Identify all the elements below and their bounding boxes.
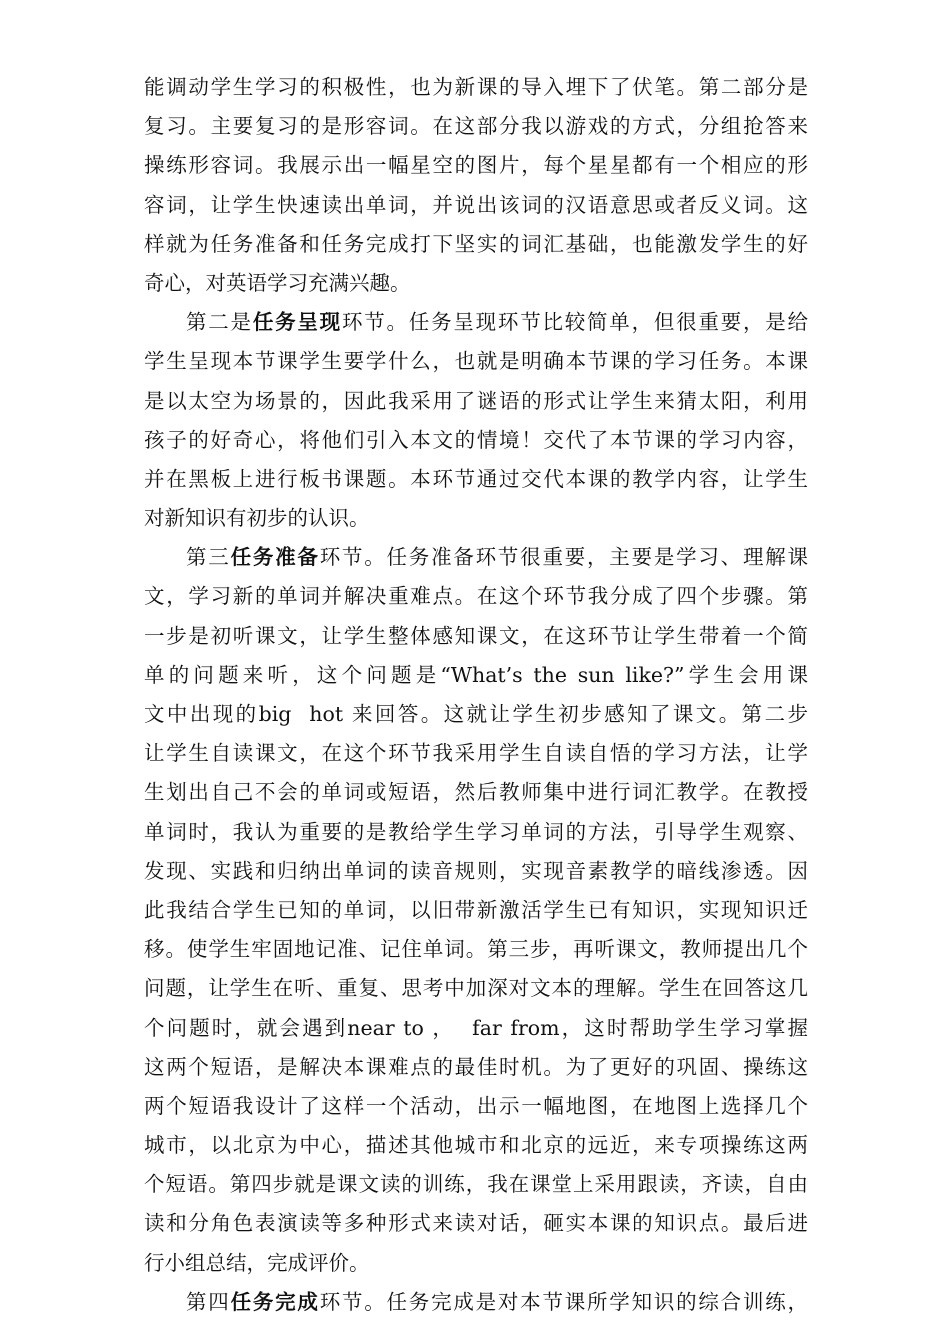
text-line: 是以太空为场景的，因此我采用了谜语的形式让学生来猜太阳，利用 (144, 388, 808, 413)
text-line: 文，学习新的单词并解决重难点。在这个环节我分成了四个步骤。第 (144, 584, 808, 609)
text-line: 城市，以北京为中心，描述其他城市和北京的远近，来专项操练这两 (144, 1133, 808, 1158)
text-line: 个短语。第四步就是课文读的训练，我在课堂上采用跟读，齐读，自由 (144, 1172, 808, 1197)
text-line: 生划出自己不会的单词或短语，然后教师集中进行词汇教学。在教授 (144, 780, 808, 805)
text-line: 对新知识有初步的认识。 (144, 506, 370, 531)
text-line: 一步是初听课文，让学生整体感知课文，在这环节让学生带着一个简 (144, 623, 808, 648)
section-heading-task-completion: 任务完成 (230, 1289, 320, 1314)
text-line: 让学生自读课文，在这个环节我采用学生自读自悟的学习方法，让学 (144, 741, 808, 766)
text-line: 行小组总结，完成评价。 (144, 1250, 370, 1275)
text-line: 复习。主要复习的是形容词。在这部分我以游戏的方式，分组抢答来 (144, 114, 808, 139)
text-line: 读和分角色表演读等多种形式来读对话，砸实本课的知识点。最后进 (144, 1211, 808, 1236)
text-line: 此我结合学生已知的单词，以旧带新激活学生已有知识，实现知识迁 (144, 897, 808, 922)
text-line: 样就为任务准备和任务完成打下坚实的词汇基础，也能激发学生的好 (144, 231, 808, 256)
text-line: 并在黑板上进行板书课题。本环节通过交代本课的教学内容，让学生 (144, 466, 808, 491)
text-line: 能调动学生学习的积极性，也为新课的导入埋下了伏笔。第二部分是 (144, 75, 808, 99)
paragraph-start-line (144, 303, 808, 342)
paragraph-text: 环节。任务呈现环节比较简单，但很重要，是给 (341, 310, 808, 335)
text-line: 个问题时，就会遇到near to ， far from，这时帮助学生学习掌握 (144, 1015, 808, 1040)
paragraph-start-line (144, 538, 808, 577)
text-line: 问题，让学生在听、重复、思考中加深对文本的理解。学生在回答这几 (144, 976, 808, 1001)
paragraph-lead: 第三 (186, 545, 231, 570)
text-line: 发现、实践和归纳出单词的读音规则，实现音素教学的暗线渗透。因 (144, 858, 808, 883)
paragraph-lead: 第二是 (186, 310, 253, 335)
section-heading-task-presentation: 任务呈现 (252, 310, 342, 335)
paragraph-text: 环节。任务完成是对本节课所学知识的综合训练， (319, 1289, 808, 1314)
text-line: 文中出现的big hot 来回答。这就让学生初步感知了课文。第二步 (144, 702, 808, 726)
text-line: 容词，让学生快速读出单词，并说出该词的汉语意思或者反义词。这 (144, 192, 808, 217)
document-page (144, 68, 808, 1322)
paragraph-lead: 第四 (186, 1289, 231, 1314)
text-line: 学生呈现本节课学生要学什么，也就是明确本节课的学习任务。本课 (144, 349, 808, 374)
section-heading-task-preparation: 任务准备 (230, 545, 320, 570)
paragraph-start-line (144, 1283, 808, 1322)
text-line: 移。使学生牢固地记准、记住单词。第三步，再听课文，教师提出几个 (144, 937, 808, 962)
text-line: 操练形容词。我展示出一幅星空的图片，每个星星都有一个相应的形 (144, 153, 808, 178)
text-line: 单的问题来听，这个问题是“What’s the sun like?”学生会用课 (144, 662, 808, 687)
text-line: 这两个短语，是解决本课难点的最佳时机。为了更好的巩固、操练这 (144, 1054, 808, 1079)
paragraph-text: 环节。任务准备环节很重要，主要是学习、理解课 (319, 545, 808, 570)
text-line: 单词时，我认为重要的是教给学生学习单词的方法，引导学生观察、 (144, 819, 808, 844)
text-line: 奇心，对英语学习充满兴趣。 (144, 270, 411, 295)
text-line: 孩子的好奇心，将他们引入本文的情境！交代了本节课的学习内容， (144, 427, 808, 452)
text-line: 两个短语我设计了这样一个活动，出示一幅地图，在地图上选择几个 (144, 1093, 808, 1118)
